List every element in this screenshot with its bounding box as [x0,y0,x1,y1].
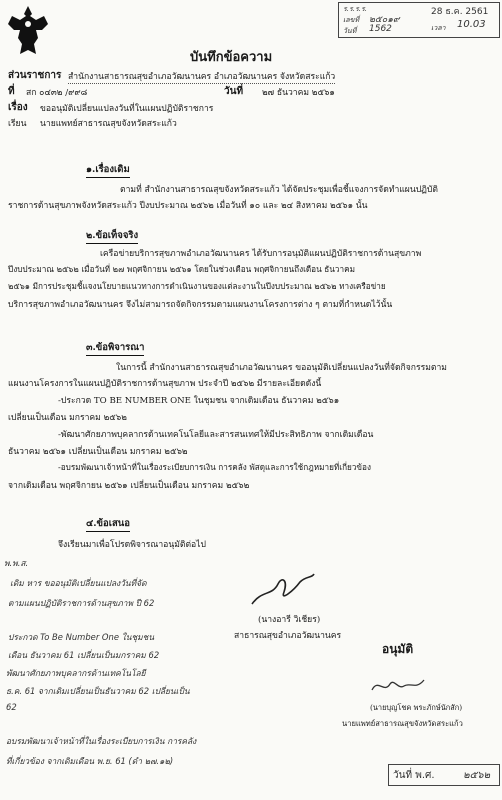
signature-mark-icon [248,570,318,610]
signer-position: สาธารณสุขอำเภอวัฒนานคร [234,631,342,641]
section2-line1: เครือข่ายบริการสุขภาพอำเภอวัฒนานคร ได้รับการอนุมัติแผนปฏิบัติราชการด้านสุขภาพ [100,249,422,259]
section3-item2a: -พัฒนาศักยภาพบุคลากรด้านเทคโนโลยีและสารสนเทศให้มีประสิทธิภาพ จากเดิมเดือน [58,430,374,440]
stamp-time-label: เวลา [431,24,446,32]
agency-label: ส่วนราชการ [8,70,62,81]
approval-signature-icon [368,672,428,698]
stamp-time-value: 10.03 [457,19,486,30]
stamp-sub-number: 1562 [369,24,392,34]
subject-value: ขออนุมัติเปลี่ยนแปลงวันที่ในแผนปฏิบัติราชการ [40,104,214,114]
handwritten-note-2: เดิม หาร ขออนุมัติเปลี่ยนแปลงวันที่จัด [10,578,147,588]
handwritten-note-9: อบรมพัฒนาเจ้าหน้าที่ในเรื่องระเบียบการเงิน การคลัง [6,736,197,746]
handwritten-note-7: ธ.ค. 61 จากเดิมเปลี่ยนเป็นธันวาคม 62 เปลี่ยนเป็น [6,686,190,696]
handwritten-note-10: ที่เกี่ยวข้อง จากเดิมเดือน พ.ย. 61 (ดำ ๒๗.๑๒) [6,756,174,766]
section3-line2: แผนงานโครงการในแผนปฏิบัติราชการด้านสุขภาพ ประจำปี ๒๕๖๒ มีรายละเอียดดังนี้ [8,379,322,389]
approval-stamp-number: ๒๕๖๒ [463,770,491,781]
stamp-number: ๒๕๐๑๙ [369,15,400,25]
agency-value: สำนักงานสาธารณสุขอำเภอวัฒนานคร อำเภอวัฒนานคร จังหวัดสระแก้ว [68,69,335,84]
signer-name: (นางอารี วิเชียร) [258,615,321,625]
approver-name: (นายบุญโชค พระภักษ์นักสัก) [370,703,463,712]
section3-line1: ในการนี้ สำนักงานสาธารณสุขอำเภอวัฒนานคร ขออนุมัติเปลี่ยนแปลงวันที่จัดกิจกรรมตาม [116,363,447,373]
stamp-line1: ร.ร.ร.ร. [343,5,367,13]
handwritten-note-5: เดือน ธันวาคม 61 เปลี่ยนเป็นมกราคม 62 [8,650,160,660]
stamp-number-label: เลขที่ [343,16,360,24]
section3-item3b: จากเดิมเดือน พฤศจิกายน ๒๕๖๑ เปลี่ยนเป็นเดือน มกราคม ๒๕๖๒ [8,481,250,491]
to-label: เรียน [8,119,27,129]
handwritten-note-1: พ.พ.ส. [4,558,29,568]
approval-label: อนุมัติ [382,642,414,656]
stamp-date-value: 28 ธ.ค. 2561 [431,7,489,17]
handwritten-note-8: 62 [6,702,17,712]
section2-line2: ปีงบประมาณ ๒๕๖๒ เมื่อวันที่ ๒๗ พฤศจิกายน ๒๕๖๑ โดยในช่วงเดือน พฤศจิกายนถึงเดือน ธันวาคม [8,264,355,274]
section2-heading: ๒.ข้อเท็จจริง [86,228,138,244]
section1-line1: ตามที่ สำนักงานสาธารณสุขจังหวัดสระแก้ว ได้จัดประชุมเพื่อชี้แจงการจัดทำแผนปฏิบัติ [120,185,438,195]
receiving-stamp [338,2,500,38]
handwritten-note-6: พัฒนาศักยภาพบุคลากรด้านเทคโนโลยี [6,668,146,678]
ref-value: สก ๐๔๓๒ /๙๙๘ [26,88,88,98]
section1-heading: ๑.เรื่องเดิม [86,162,130,178]
section2-line4: บริการสุขภาพอำเภอวัฒนานคร จึงไม่สามารถจัดกิจกรรมตามแผนงานโครงการต่าง ๆ ตามที่กำหนดไว้นั้น [8,300,393,310]
section4-heading: ๔.ข้อเสนอ [86,516,130,532]
section1-line2: ราชการด้านสุขภาพจังหวัดสระแก้ว ปีงบประมาณ ๒๕๖๒ เมื่อวันที่ ๑๐ และ ๒๔ สิงหาคม ๒๕๖๑ นั้น [8,201,368,211]
handwritten-note-4: ประกวด To Be Number One ในชุมชน [8,632,155,642]
handwritten-note-3: ตามแผนปฏิบัติราชการด้านสุขภาพ ปี 62 [8,598,155,608]
date-label: วันที่ [224,86,244,97]
section4-line1: จึงเรียนมาเพื่อโปรดพิจารณาอนุมัติต่อไป [58,540,206,550]
ref-label: ที่ [8,86,15,97]
section3-item3a: -อบรมพัฒนาเจ้าหน้าที่ในเรื่องระเบียบการเงิน การคลัง พัสดุและการใช้กฎหมายที่เกี่ยวข้อง [58,462,371,472]
stamp-date-label: วันที่ [343,27,357,35]
section3-heading: ๓.ข้อพิจารณา [86,340,144,356]
garuda-emblem-icon [6,4,50,60]
section3-item2b: ธันวาคม ๒๕๖๑ เปลี่ยนเป็นเดือน มกราคม ๒๕๖๒ [8,447,188,457]
subject-label: เรื่อง [8,102,28,113]
to-value: นายแพทย์สาธารณสุขจังหวัดสระแก้ว [40,119,177,129]
page-title: บันทึกข้อความ [190,50,273,65]
approval-date-stamp [388,764,500,786]
section3-item1b: เปลี่ยนเป็นเดือน มกราคม ๒๕๖๒ [8,413,127,423]
section3-item1a: -ประกวด TO BE NUMBER ONE ในชุมชน จากเดิมเดือน ธันวาคม ๒๕๖๑ [58,396,340,406]
section2-line3: ๒๕๖๑ มีการประชุมชี้แจงนโยบายแนวทางการดำเนินงานของแต่ละงานในปีงบประมาณ ๒๕๖๒ ทางเครือข่าย [8,281,386,291]
approval-stamp-text: วันที่ พ.ศ. [393,770,435,781]
date-value: ๒๗ ธันวาคม ๒๕๖๑ [262,88,335,98]
approver-position: นายแพทย์สาธารณสุขจังหวัดสระแก้ว [342,719,463,728]
